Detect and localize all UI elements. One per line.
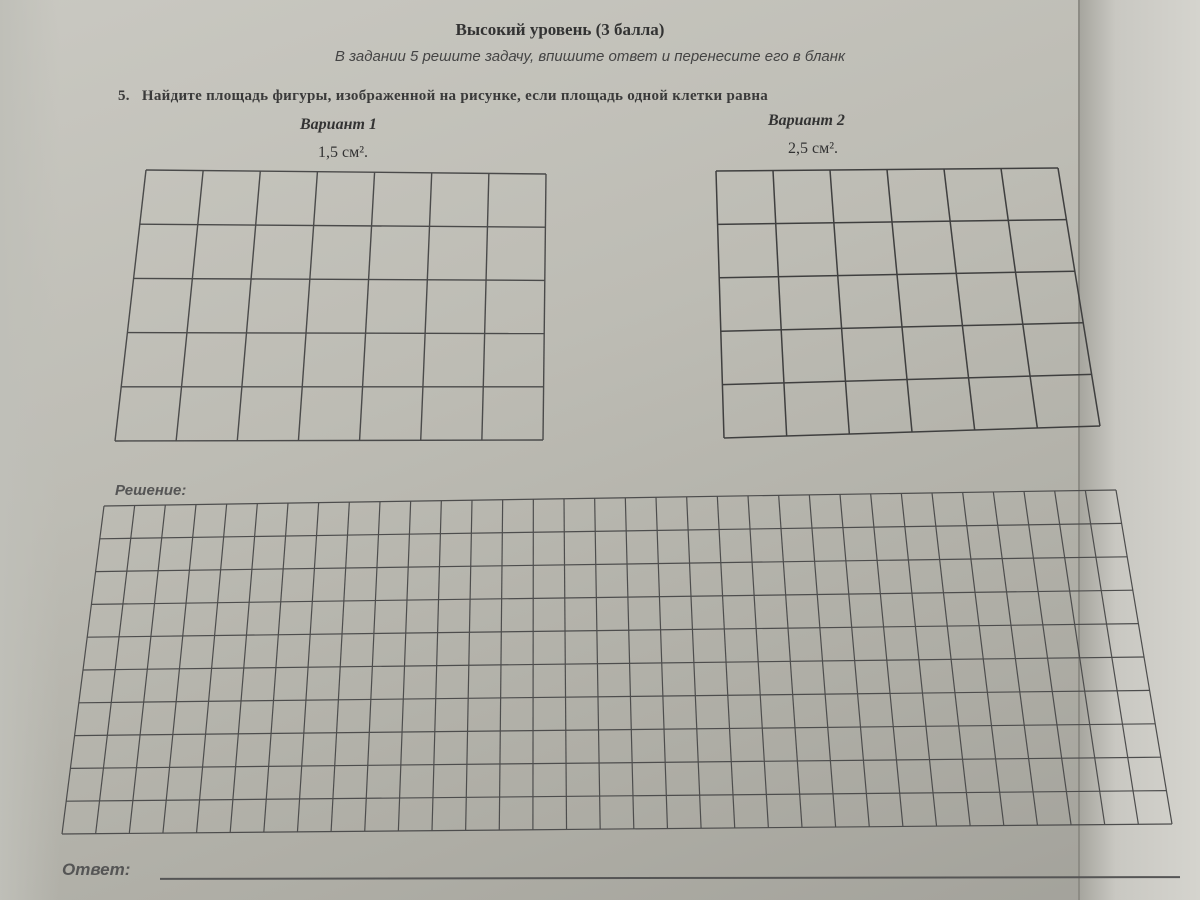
variant-1-cell-area: 1,5 см².: [318, 144, 369, 161]
solution-grid-hline: [70, 757, 1160, 768]
section-title: Высокий уровень (3 балла): [455, 20, 665, 39]
variant-2-cell-area: 2,5 см².: [788, 140, 839, 157]
solution-grid-hline: [66, 791, 1166, 802]
variant-1-title: Вариант 1: [300, 116, 377, 133]
solution-grid-hline: [75, 724, 1156, 736]
solution-grid-hline: [62, 824, 1172, 834]
task-number: 5.: [118, 88, 130, 104]
solution-label: Решение:: [115, 482, 187, 499]
section-instructions: В задании 5 решите задачу, впишите ответ и перенесите его в бланк: [334, 48, 846, 65]
variant-2-title: Вариант 2: [768, 112, 845, 129]
answer-label: Ответ:: [62, 860, 131, 879]
task-text: Найдите площадь фигуры, изображенной на рисунке, если площадь одной клетки равна: [141, 88, 769, 104]
